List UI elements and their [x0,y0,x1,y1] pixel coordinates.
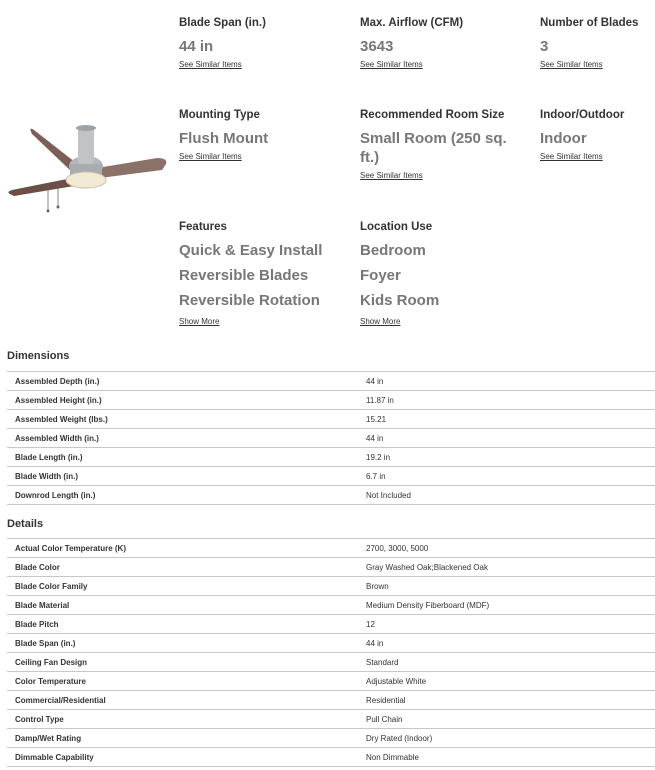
spec-key: Color Temperature [7,672,358,691]
feature-item: Reversible Blades [179,267,309,284]
location-item: Bedroom [360,242,426,259]
table-row [7,467,655,486]
location-item: Foyer [360,267,401,284]
spec-value-line: ft.) [360,149,380,166]
spec-key: Blade Pitch [7,615,358,634]
spec-key: Actual Color Temperature (K) [7,539,358,558]
table-row [7,391,655,410]
spec-title: Mounting Type [179,109,260,121]
spec-value: Residential [358,691,655,710]
spec-value: Flush Mount [179,130,269,147]
spec-value: Brown [358,577,655,596]
spec-key: Ceiling Fan Design [7,653,358,672]
spec-value: Adjustable White [358,672,655,691]
spec-key: Damp/Wet Rating [7,729,358,748]
table-row [7,615,655,634]
spec-value: Indoor [540,130,587,147]
spec-title: Max. Airflow (CFM) [360,17,464,29]
show-more-link[interactable]: Show More [179,317,220,326]
dimensions-table [7,371,655,505]
ceiling-fan-product-image [2,118,172,218]
spec-features [179,220,322,326]
spec-value: Gray Washed Oak;Blackened Oak [358,558,655,577]
spec-value: 3643 [360,38,394,55]
spec-blade-span [179,16,266,69]
table-row [7,539,655,558]
spec-value: Pull Chain [358,710,655,729]
spec-value: 15.21 [358,410,655,429]
see-similar-items-link[interactable]: See Similar Items [360,60,423,69]
feature-item: Quick & Easy Install [179,242,323,259]
spec-title: Location Use [360,221,433,233]
table-row [7,558,655,577]
table-row [7,710,655,729]
dimensions-heading: Dimensions [7,350,70,362]
table-row [7,729,655,748]
feature-item: Reversible Rotation [179,292,320,309]
table-row [7,691,655,710]
table-row [7,410,655,429]
table-row [7,486,655,505]
location-item: Kids Room [360,292,440,309]
table-row [7,429,655,448]
spec-title: Features [179,221,227,233]
spec-value: 44 in [358,429,655,448]
table-row [7,634,655,653]
spec-value: Dry Rated (Indoor) [358,729,655,748]
spec-indoor-outdoor [540,108,624,161]
spec-value: 12 [358,615,655,634]
table-row [7,653,655,672]
spec-value: 11.87 in [358,391,655,410]
spec-key: Assembled Depth (in.) [7,372,358,391]
spec-key: Blade Width (in.) [7,467,358,486]
table-row [7,748,655,767]
spec-key: Blade Span (in.) [7,634,358,653]
spec-max-airflow [360,16,463,69]
see-similar-items-link[interactable]: See Similar Items [360,171,423,180]
table-row [7,672,655,691]
spec-title: Number of Blades [540,17,639,29]
spec-location-use [360,220,439,326]
spec-key: Assembled Width (in.) [7,429,358,448]
spec-value-line: Small Room (250 sq. [360,130,507,147]
details-table [7,538,655,767]
see-similar-items-link[interactable]: See Similar Items [540,152,603,161]
spec-title: Blade Span (in.) [179,17,266,29]
table-row [7,372,655,391]
spec-value: 2700, 3000, 5000 [358,539,655,558]
spec-value: 44 in [358,634,655,653]
see-similar-items-link[interactable]: See Similar Items [179,60,242,69]
spec-value: 19.2 in [358,448,655,467]
spec-key: Control Type [7,710,358,729]
spec-key: Assembled Weight (lbs.) [7,410,358,429]
spec-number-of-blades [540,16,638,69]
spec-value [360,129,507,167]
spec-key: Blade Material [7,596,358,615]
details-heading: Details [7,518,44,530]
spec-key: Commercial/Residential [7,691,358,710]
spec-value: 6.7 in [358,467,655,486]
spec-key: Assembled Height (in.) [7,391,358,410]
spec-key: Blade Color [7,558,358,577]
spec-title: Indoor/Outdoor [540,109,625,121]
spec-value: 44 in [179,38,214,55]
spec-room-size [360,108,507,180]
spec-mounting-type [179,108,268,161]
spec-value: Medium Density Fiberboard (MDF) [358,596,655,615]
spec-value: 44 in [358,372,655,391]
show-more-link[interactable]: Show More [360,317,401,326]
table-row [7,448,655,467]
spec-key: Downrod Length (in.) [7,486,358,505]
spec-key: Blade Color Family [7,577,358,596]
location-list [360,238,439,313]
see-similar-items-link[interactable]: See Similar Items [540,60,603,69]
spec-key: Blade Length (in.) [7,448,358,467]
spec-value: Not Included [358,486,655,505]
table-row [7,596,655,615]
spec-key: Dimmable Capability [7,748,358,767]
spec-value: Non Dimmable [358,748,655,767]
see-similar-items-link[interactable]: See Similar Items [179,152,242,161]
spec-value: 3 [540,38,549,55]
spec-title: Recommended Room Size [360,109,505,121]
features-list [179,238,322,313]
spec-value: Standard [358,653,655,672]
table-row [7,577,655,596]
